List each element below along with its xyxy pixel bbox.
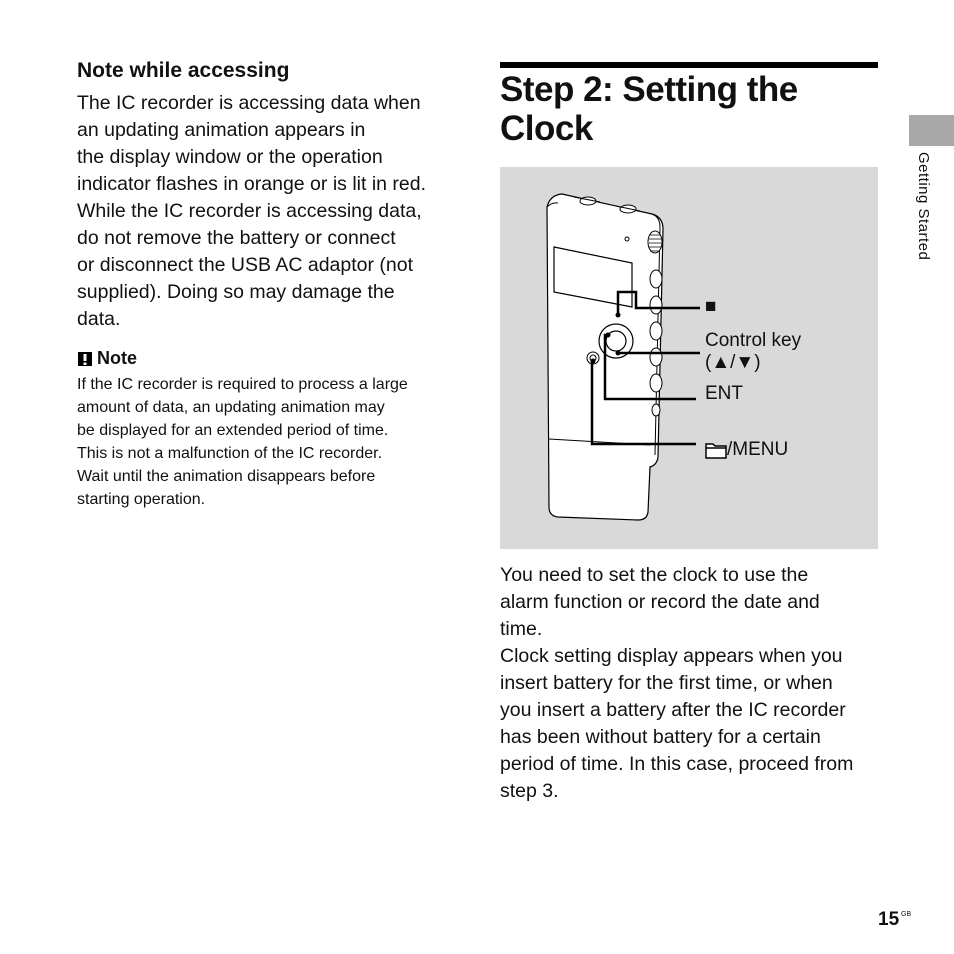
page-title — [500, 70, 798, 148]
section-tab — [909, 115, 954, 146]
recorder-figure — [500, 167, 878, 549]
menu-label — [705, 439, 788, 461]
text-line: step 3. — [500, 780, 559, 802]
menu-label-text: /MENU — [727, 439, 789, 460]
text-line: you insert a battery after the IC recorder — [500, 699, 846, 721]
note-icon — [77, 351, 93, 367]
note-label-text: Note — [97, 348, 137, 368]
title-line: Step 2: Setting the — [500, 70, 798, 109]
text-line: You need to set the clock to use the — [500, 564, 809, 586]
text-line: Clock setting display appears when you — [500, 645, 843, 667]
text-line: an updating animation appears in — [77, 119, 366, 141]
text-line: amount of data, an updating animation may — [77, 399, 385, 416]
text-line: alarm function or record the date and — [500, 591, 820, 613]
text-line: has been without battery for a certain — [500, 726, 821, 748]
section-tab-label: Getting Started — [915, 152, 932, 261]
text-line: Wait until the animation disappears before — [77, 468, 376, 485]
text-line: indicator flashes in orange or is lit in red. — [77, 173, 427, 195]
title-line: Clock — [500, 109, 593, 148]
text-line: insert battery for the first time, or when — [500, 672, 833, 694]
text-line: The IC recorder is accessing data when — [77, 92, 421, 114]
text-line: starting operation. — [77, 491, 206, 508]
ic-recorder-illustration — [500, 167, 878, 549]
title-rule — [500, 62, 878, 68]
folder-icon — [705, 441, 727, 459]
note-label — [77, 348, 137, 369]
text-line: time. — [500, 618, 543, 640]
text-line: This is not a malfunction of the IC recorder. — [77, 445, 383, 462]
note-while-accessing-heading: Note while accessing — [77, 59, 290, 82]
control-key-label: Control key — [705, 330, 802, 351]
text-line: the display window or the operation — [77, 146, 383, 168]
text-line: do not remove the battery or connect — [77, 227, 396, 249]
note-text — [77, 373, 408, 511]
page-number: 15 — [878, 909, 900, 930]
text-line: be displayed for an extended period of time. — [77, 422, 389, 439]
text-line: If the IC recorder is required to process a large — [77, 376, 408, 393]
text-line: period of time. In this case, proceed from — [500, 753, 854, 775]
text-line: supplied). Doing so may damage the — [77, 281, 395, 303]
page-suffix: GB — [901, 911, 912, 918]
note-while-accessing-text — [77, 90, 426, 333]
clock-intro-text — [500, 562, 853, 805]
ent-label: ENT — [705, 383, 743, 404]
text-line: While the IC recorder is accessing data, — [77, 200, 422, 222]
control-key-arrows-label: (▲/▼) — [705, 352, 761, 373]
text-line: or disconnect the USB AC adaptor (not — [77, 254, 414, 276]
stop-label: ■ — [705, 296, 717, 317]
text-line: data. — [77, 308, 121, 330]
